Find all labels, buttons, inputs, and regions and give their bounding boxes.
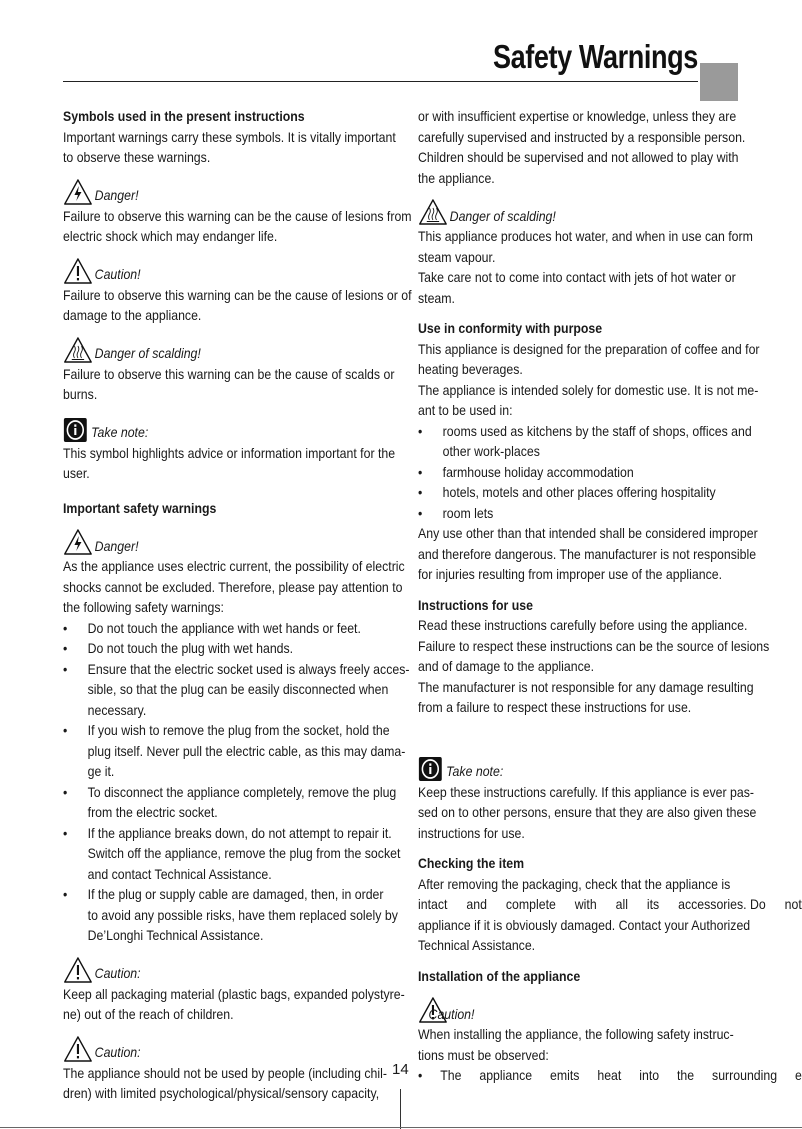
caution-warning-3 [63, 1033, 393, 1063]
caution-text-line: Keep all packaging material (plastic bags, expanded polystyre- [63, 985, 405, 1002]
note-text-line: instructions for use. [418, 824, 525, 841]
continued-text-line: carefully supervised and instructed by a responsible person. [418, 128, 746, 145]
list-item: • If the plug or supply cable are damaged, then, in order to avoid any possible risks, have them replaced solely by De’Longhi Technical Assistance. [63, 884, 393, 946]
note-label: Take note: [91, 424, 149, 440]
continued-text-line: Children should be supervised and not allowed to play with [418, 149, 739, 165]
scalding-text-line: burns. [63, 386, 98, 402]
note-label: Take note: [446, 763, 504, 779]
list-item: • room lets [418, 503, 802, 524]
caution-text-line: dren) with limited psychological/physical/sensory capacity, [63, 1085, 380, 1101]
caution-text-line: Failure to observe this warning can be the cause of lesions or of [63, 286, 412, 303]
note-text-line: Keep these instructions carefully. If this appliance is ever pas- [418, 783, 755, 800]
caution-text-line: damage to the appliance. [63, 307, 202, 323]
symbols-heading: Symbols used in the present instructions [63, 108, 305, 124]
conformity-text-line: ant to be used in: [418, 402, 513, 418]
conformity-after-line: for injuries resulting from improper use of the appliance. [418, 566, 723, 582]
checking-text-line: appliance if it is obviously damaged. Contact your Authorized [418, 916, 751, 933]
caution-label: Caution! [428, 1005, 475, 1022]
note-text-line: user. [63, 465, 90, 481]
note-block [418, 752, 802, 782]
caution-label: Caution! [94, 266, 141, 282]
page-bottom-edge [0, 1127, 802, 1128]
conformity-text-line: This appliance is designed for the preparation of coffee and for [418, 340, 760, 357]
conformity-after-line: and therefore dangerous. The manufacturer is not responsible [418, 545, 757, 562]
instructions-text-line: The manufacturer is not responsible for any damage resulting [418, 678, 754, 695]
conformity-text-line: heating beverages. [418, 361, 523, 377]
symbols-intro-line: to observe these warnings. [63, 149, 211, 165]
list-item: • Ensure that the electric socket used is always freely acces- sible, so that the plug can be easily disconnected when necessary. [63, 659, 393, 721]
installation-heading: Installation of the appliance [418, 967, 581, 984]
caution-icon [63, 1035, 93, 1063]
caution-icon [63, 956, 93, 984]
caution-label: Caution: [94, 965, 141, 981]
danger-label: Danger! [94, 537, 139, 554]
title-underline [63, 81, 698, 82]
installation-text-justified-line: • The appliance emits heat into the surrounding e [418, 1067, 802, 1083]
info-icon [418, 756, 444, 782]
list-item: • farmhouse holiday accommodation [418, 462, 802, 483]
scalding-text-line: Failure to observe this warning can be the cause of scalds or [63, 365, 395, 382]
note-text-line: sed on to other persons, ensure that they are also given these [418, 804, 757, 820]
electric-danger-icon [63, 178, 93, 206]
info-icon [63, 417, 89, 443]
danger-text-line: shocks cannot be excluded. Therefore, please pay attention to [63, 578, 403, 595]
scalding-warning [63, 334, 393, 364]
danger-text-line: electric shock which may endanger life. [63, 228, 278, 244]
list-item: • Do not touch the appliance with wet hands or feet. [63, 618, 393, 639]
list-item: • If the appliance breaks down, do not attempt to repair it. Switch off the appliance, remove the plug from the socket and contact Technical Assistance. [63, 823, 393, 885]
instructions-text-line: Read these instructions carefully before using the appliance. [418, 617, 748, 633]
conformity-text-line: The appliance is intended solely for domestic use. It is not me- [418, 381, 759, 398]
caution-warning [63, 255, 393, 285]
conformity-after-line: Any use other than that intended shall be considered improper [418, 525, 758, 541]
list-item: • To disconnect the appliance completely, remove the plug from the electric socket. [63, 782, 393, 823]
danger-warning-2 [63, 526, 393, 556]
continued-text-line: or with insufficient expertise or knowledge, unless they are [418, 108, 737, 124]
danger-text-line: As the appliance uses electric current, the possibility of electric [63, 558, 405, 574]
danger-label: Danger! [94, 187, 139, 203]
danger-warning [63, 176, 393, 206]
important-heading: Important safety warnings [63, 499, 217, 516]
page-number: 14 [392, 1061, 409, 1078]
scalding-text-line: Take care not to come into contact with jets of hot water or [418, 269, 736, 285]
right-column [418, 106, 802, 1086]
scalding-warning [418, 196, 802, 226]
caution-text-line: ne) out of the reach of children. [63, 1006, 234, 1022]
scalding-label: Danger of scalding! [449, 207, 556, 224]
continued-text-line: the appliance. [418, 169, 495, 186]
scalding-text-line: This appliance produces hot water, and when in use can form [418, 228, 753, 244]
checking-heading: Checking the item [418, 855, 525, 871]
scalding-icon [418, 198, 448, 226]
checking-text-line: Technical Assistance. [418, 937, 536, 953]
installation-text-line: tions must be observed: [418, 1046, 549, 1063]
electric-danger-icon [63, 528, 93, 556]
danger-text-line: Failure to observe this warning can be the cause of lesions from [63, 207, 412, 224]
installation-text-line: When installing the appliance, the following safety instruc- [418, 1026, 734, 1042]
scalding-text-line: steam. [418, 289, 455, 306]
page-title: Safety Warnings [493, 38, 698, 75]
list-item: • hotels, motels and other places offering hospitality [418, 482, 802, 503]
scalding-icon [63, 336, 93, 364]
caution-icon [63, 257, 93, 285]
symbols-intro-line: Important warnings carry these symbols. It is vitally important [63, 128, 396, 145]
list-item: • rooms used as kitchens by the staff of shops, offices and other work-places [418, 421, 802, 462]
checking-text-justified-line: intact and complete with all its accessories. Do not [418, 896, 802, 912]
danger-text-line: the following safety warnings: [63, 599, 224, 615]
section-tab-marker [700, 63, 738, 101]
note-block [63, 413, 393, 443]
list-item: • If you wish to remove the plug from the socket, hold the plug itself. Never pull the electric cable, as this may dama- ge it. [63, 720, 393, 782]
caution-warning-2 [63, 954, 393, 984]
conformity-heading: Use in conformity with purpose [418, 320, 603, 336]
conformity-bullet-list [418, 421, 802, 524]
scalding-text-line: steam vapour. [418, 248, 496, 265]
instructions-text-line: and of damage to the appliance. [418, 658, 595, 674]
checking-text-line: After removing the packaging, check that the appliance is [418, 875, 731, 892]
instructions-text-line: Failure to respect these instructions can be the source of lesions [418, 637, 770, 654]
list-item: • Do not touch the plug with wet hands. [63, 638, 393, 659]
caution-warning [418, 994, 802, 1024]
caution-label: Caution: [94, 1044, 141, 1060]
center-fold-line [400, 1089, 401, 1129]
safety-bullet-list [63, 618, 410, 946]
instructions-heading: Instructions for use [418, 596, 534, 613]
caution-text-line: The appliance should not be used by people (including chil- [63, 1064, 387, 1081]
instructions-text-line: from a failure to respect these instructions for use. [418, 699, 692, 715]
scalding-label: Danger of scalding! [94, 345, 201, 361]
note-text-line: This symbol highlights advice or information important for the [63, 444, 396, 461]
